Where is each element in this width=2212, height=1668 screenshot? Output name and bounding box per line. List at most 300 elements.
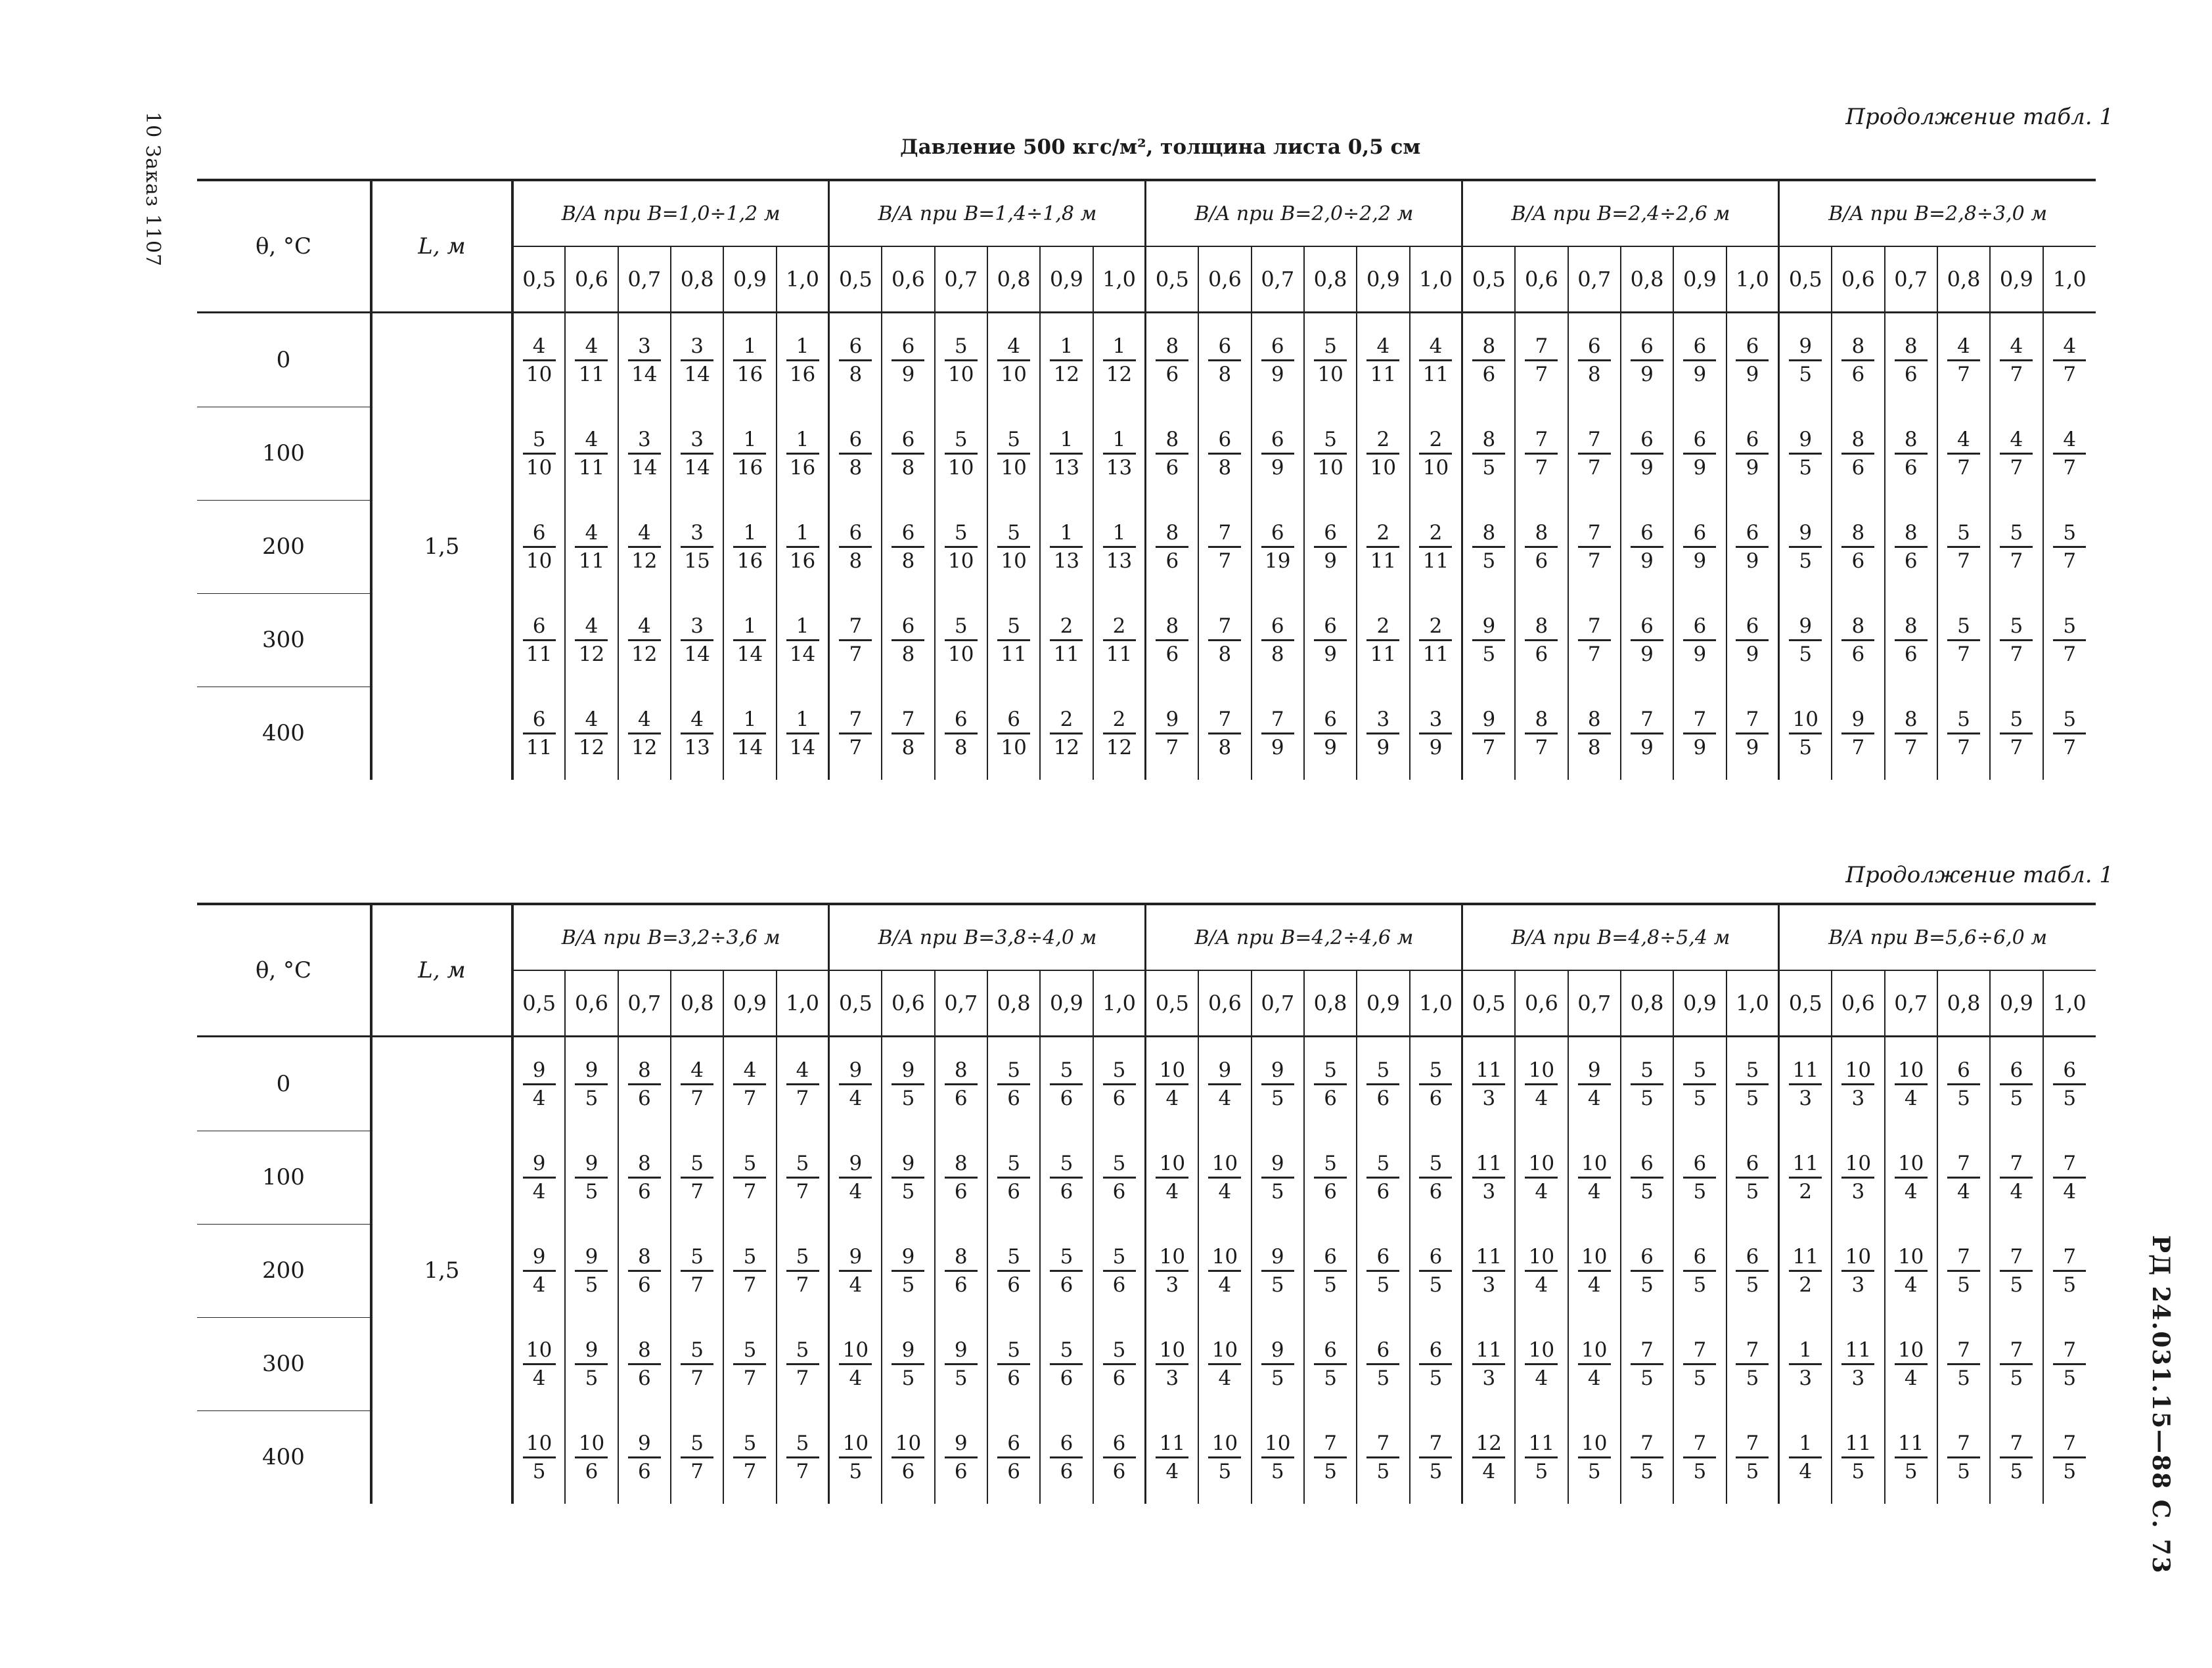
fraction-cell	[1779, 687, 1832, 780]
numerator: 10	[1897, 1058, 1924, 1082]
numerator: 6	[1693, 1151, 1707, 1175]
table-row	[197, 313, 2096, 407]
fraction-cell	[1357, 593, 1409, 687]
fraction	[1419, 521, 1452, 573]
denominator: 6	[1429, 1086, 1443, 1110]
fraction-bar	[575, 359, 608, 361]
denominator: 4	[1218, 1366, 1232, 1390]
fraction	[1208, 1058, 1241, 1110]
temperature-cell: 100	[197, 1131, 371, 1224]
fraction	[892, 521, 924, 573]
denominator: 3	[1482, 1179, 1496, 1204]
numerator: 5	[743, 1431, 757, 1455]
numerator: 9	[532, 1058, 546, 1082]
fraction-bar	[1578, 453, 1611, 455]
fraction	[1631, 1058, 1663, 1110]
fraction-bar	[1472, 1083, 1505, 1085]
fraction-bar	[1103, 639, 1136, 641]
fraction	[839, 1245, 872, 1297]
denominator: 9	[1640, 642, 1654, 666]
numerator: 10	[1211, 1431, 1238, 1455]
fraction	[1525, 334, 1558, 386]
fraction-bar	[1050, 1363, 1083, 1365]
denominator: 7	[2010, 735, 2023, 759]
fraction-bar	[839, 546, 872, 548]
fraction-cell	[1462, 687, 1515, 780]
fraction-bar	[1261, 546, 1294, 548]
fraction	[786, 1058, 819, 1110]
fraction-cell	[1779, 1037, 1832, 1131]
numerator: 5	[690, 1431, 704, 1455]
fraction	[2000, 1431, 2033, 1483]
numerator: 5	[1429, 1058, 1443, 1082]
group-header: B/A при B=2,4÷2,6 м	[1462, 180, 1779, 246]
fraction-bar	[2053, 453, 2086, 455]
fraction-bar	[1578, 546, 1611, 548]
numerator: 6	[1746, 520, 1759, 545]
numerator: 10	[526, 1431, 553, 1455]
fraction	[1578, 1058, 1611, 1110]
fraction-bar	[1050, 359, 1083, 361]
denominator: 7	[849, 642, 863, 666]
fraction-cell	[1727, 1317, 1779, 1410]
fraction-cell	[882, 593, 934, 687]
numerator: 8	[1535, 707, 1548, 731]
fraction-cell	[512, 1131, 565, 1224]
numerator: 6	[1640, 520, 1654, 545]
fraction-cell	[1885, 500, 1937, 593]
denominator: 4	[1587, 1273, 1601, 1297]
denominator: 4	[849, 1366, 863, 1390]
numerator: 5	[690, 1338, 704, 1362]
fraction-cell	[1832, 407, 1884, 500]
fraction	[1208, 428, 1241, 480]
denominator: 9	[1271, 455, 1284, 480]
fraction	[1789, 1245, 1822, 1297]
fraction-cell	[1093, 500, 1146, 593]
fraction-bar	[839, 1083, 872, 1085]
fraction-bar	[1419, 1083, 1452, 1085]
fraction	[839, 1431, 872, 1483]
fraction-bar	[786, 639, 819, 641]
fraction-cell	[777, 593, 829, 687]
fraction	[1050, 334, 1083, 386]
fraction-bar	[575, 1456, 608, 1458]
fraction-bar	[945, 1270, 978, 1272]
numerator: 8	[954, 1151, 968, 1175]
denominator: 10	[526, 455, 553, 480]
numerator: 7	[901, 707, 915, 731]
fraction-bar	[1841, 453, 1874, 455]
denominator: 5	[1640, 1179, 1654, 1204]
fraction-bar	[681, 453, 713, 455]
fraction	[1841, 708, 1874, 759]
fraction-cell	[1779, 1131, 1832, 1224]
numerator: 4	[585, 334, 598, 358]
fraction	[575, 1058, 608, 1110]
denominator: 3	[1482, 1273, 1496, 1297]
fraction-bar	[1841, 546, 1874, 548]
fraction-cell	[1885, 593, 1937, 687]
fraction	[945, 428, 978, 480]
fraction-cell	[1198, 687, 1251, 780]
denominator: 7	[1218, 549, 1232, 573]
numerator: 9	[1799, 334, 1813, 358]
denominator: 9	[1640, 735, 1654, 759]
fraction-cell	[671, 1224, 723, 1317]
fraction	[1050, 614, 1083, 666]
denominator: 7	[690, 1086, 704, 1110]
fraction-cell	[1093, 407, 1146, 500]
fraction	[786, 614, 819, 666]
denominator: 8	[1587, 735, 1601, 759]
fraction	[1895, 1058, 1928, 1110]
fraction-bar	[1895, 546, 1928, 548]
fraction	[1841, 521, 1874, 573]
fraction-bar	[1525, 639, 1558, 641]
fraction-cell	[1146, 1410, 1198, 1504]
fraction-cell	[1146, 687, 1198, 780]
fraction	[523, 1338, 556, 1390]
fraction-bar	[2053, 1456, 2086, 1458]
fraction	[1050, 1338, 1083, 1390]
numerator: 3	[690, 520, 704, 545]
denominator: 4	[1165, 1459, 1179, 1483]
fraction	[1366, 1152, 1399, 1204]
denominator: 11	[526, 642, 553, 666]
fraction	[628, 1058, 661, 1110]
fraction-cell	[987, 1131, 1040, 1224]
fraction-bar	[2053, 733, 2086, 734]
numerator: 10	[1792, 707, 1818, 731]
numerator: 1	[796, 520, 809, 545]
fraction-cell	[1357, 313, 1409, 407]
fraction-bar	[1472, 453, 1505, 455]
numerator: 2	[1429, 614, 1443, 638]
denominator: 4	[1218, 1273, 1232, 1297]
ratio-header: 1,0	[2043, 970, 2096, 1037]
continuation-label-2: Продолжение табл. 1	[1845, 862, 2113, 888]
fraction	[1578, 1152, 1611, 1204]
fraction	[1419, 1058, 1452, 1110]
fraction	[1947, 1431, 1980, 1483]
fraction	[628, 1431, 661, 1483]
denominator: 5	[1799, 642, 1813, 666]
fraction-cell	[882, 1037, 934, 1131]
denominator: 6	[1851, 362, 1865, 386]
fraction-cell	[882, 1317, 934, 1410]
fraction-cell	[1885, 1317, 1937, 1410]
fraction-cell	[1621, 407, 1673, 500]
fraction-cell	[1885, 1224, 1937, 1317]
fraction-cell	[618, 500, 671, 593]
numerator: 5	[1007, 520, 1020, 545]
denominator: 4	[1535, 1086, 1548, 1110]
fraction-cell	[1727, 407, 1779, 500]
numerator: 6	[901, 427, 915, 451]
fraction-bar	[839, 1456, 872, 1458]
fraction	[1156, 614, 1188, 666]
fraction	[1895, 334, 1928, 386]
denominator: 8	[901, 455, 915, 480]
denominator: 7	[849, 735, 863, 759]
fraction	[1841, 334, 1874, 386]
fraction	[1208, 1152, 1241, 1204]
ratio-header: 0,8	[1937, 246, 1990, 313]
fraction-bar	[1156, 546, 1188, 548]
fraction	[892, 334, 924, 386]
fraction-bar	[1895, 1177, 1928, 1179]
numerator: 8	[1165, 614, 1179, 638]
denominator: 5	[2010, 1086, 2023, 1110]
numerator: 5	[1324, 1151, 1337, 1175]
fraction-cell	[2043, 593, 2096, 687]
denominator: 3	[1851, 1273, 1865, 1297]
numerator: 10	[1159, 1151, 1186, 1175]
denominator: 5	[2063, 1086, 2077, 1110]
fraction	[1156, 1338, 1188, 1390]
denominator: 5	[1271, 1366, 1284, 1390]
fraction-cell	[1093, 593, 1146, 687]
denominator: 7	[2063, 455, 2077, 480]
numerator: 1	[743, 427, 757, 451]
numerator: 6	[1324, 614, 1337, 638]
denominator: 6	[1060, 1086, 1073, 1110]
fraction-cell	[1515, 687, 1568, 780]
fraction-bar	[1156, 639, 1188, 641]
denominator: 11	[1370, 549, 1397, 573]
denominator: 12	[1106, 362, 1133, 386]
fraction-cell	[565, 1317, 618, 1410]
numerator: 9	[1218, 1058, 1232, 1082]
denominator: 5	[1324, 1459, 1337, 1483]
fraction-bar	[2000, 1270, 2033, 1272]
fraction-bar	[1261, 1456, 1294, 1458]
fraction	[575, 1431, 608, 1483]
fraction	[733, 1152, 766, 1204]
fraction-cell	[1357, 500, 1409, 593]
fraction-bar	[1261, 1270, 1294, 1272]
numerator: 5	[954, 520, 968, 545]
fraction	[575, 614, 608, 666]
denominator: 4	[532, 1366, 546, 1390]
denominator: 13	[1106, 455, 1133, 480]
denominator: 5	[1429, 1459, 1443, 1483]
fraction	[1103, 334, 1136, 386]
denominator: 4	[1587, 1366, 1601, 1390]
fraction-cell	[777, 500, 829, 593]
fraction	[681, 1058, 713, 1110]
fraction	[2053, 1338, 2086, 1390]
fraction	[1472, 428, 1505, 480]
fraction	[523, 1058, 556, 1110]
fraction-bar	[1208, 1456, 1241, 1458]
denominator: 6	[954, 1459, 968, 1483]
fraction	[1947, 614, 1980, 666]
denominator: 9	[1693, 549, 1707, 573]
fraction-cell	[1515, 1317, 1568, 1410]
fraction-bar	[1050, 1177, 1083, 1179]
denominator: 5	[2010, 1366, 2023, 1390]
fraction-bar	[1208, 1363, 1241, 1365]
fraction-bar	[1050, 1456, 1083, 1458]
fraction-cell	[1357, 1037, 1409, 1131]
fraction-bar	[1314, 1270, 1347, 1272]
fraction-bar	[1472, 1177, 1505, 1179]
fraction-cell	[829, 1224, 882, 1317]
fraction-bar	[2000, 1363, 2033, 1365]
numerator: 5	[1007, 1338, 1020, 1362]
fraction	[628, 1152, 661, 1204]
fraction-cell	[1937, 687, 1990, 780]
fraction-cell	[1673, 687, 1726, 780]
fraction-cell	[1832, 500, 1884, 593]
fraction-bar	[733, 1083, 766, 1085]
fraction-bar	[1314, 453, 1347, 455]
denominator: 7	[2010, 362, 2023, 386]
fraction	[1208, 614, 1241, 666]
fraction-cell	[1990, 1131, 2043, 1224]
ratio-header: 0,6	[565, 246, 618, 313]
fraction-cell	[1198, 593, 1251, 687]
fraction-cell	[1252, 1037, 1304, 1131]
denominator: 6	[1165, 362, 1179, 386]
fraction	[945, 521, 978, 573]
fraction-cell	[723, 1317, 776, 1410]
fraction-bar	[1683, 546, 1716, 548]
denominator: 4	[2010, 1179, 2023, 1204]
fraction-cell	[987, 1410, 1040, 1504]
denominator: 16	[736, 549, 763, 573]
fraction-bar	[1314, 639, 1347, 641]
denominator: 5	[901, 1086, 915, 1110]
denominator: 4	[1957, 1179, 1970, 1204]
fraction-cell	[1410, 407, 1462, 500]
fraction-bar	[1050, 1270, 1083, 1272]
denominator: 4	[1799, 1459, 1813, 1483]
fraction-bar	[1895, 453, 1928, 455]
fraction-bar	[628, 639, 661, 641]
fraction	[1895, 1338, 1928, 1390]
fraction	[1261, 1058, 1294, 1110]
denominator: 3	[1799, 1086, 1813, 1110]
fraction-cell	[1304, 687, 1357, 780]
denominator: 3	[1482, 1366, 1496, 1390]
fraction	[523, 1152, 556, 1204]
fraction-cell	[1146, 1317, 1198, 1410]
fraction-bar	[628, 546, 661, 548]
numerator: 9	[954, 1431, 968, 1455]
fraction-bar	[1314, 1083, 1347, 1085]
numerator: 5	[796, 1431, 809, 1455]
ratio-header: 0,7	[935, 246, 987, 313]
numerator: 5	[1060, 1244, 1073, 1269]
fraction	[997, 1431, 1030, 1483]
fraction-cell	[1146, 1131, 1198, 1224]
numerator: 4	[1429, 334, 1443, 358]
numerator: 11	[1476, 1058, 1502, 1082]
fraction	[1895, 521, 1928, 573]
fraction-bar	[892, 1456, 924, 1458]
denominator: 4	[1218, 1086, 1232, 1110]
fraction	[2000, 614, 2033, 666]
fraction-cell	[1462, 1317, 1515, 1410]
numerator: 1	[1112, 334, 1126, 358]
numerator: 8	[1165, 520, 1179, 545]
fraction-bar	[681, 1270, 713, 1272]
fraction	[1895, 428, 1928, 480]
denominator: 5	[1957, 1366, 1970, 1390]
fraction-cell	[2043, 1410, 2096, 1504]
temperature-cell: 0	[197, 1037, 371, 1131]
fraction-bar	[1050, 639, 1083, 641]
fraction-cell	[512, 1410, 565, 1504]
numerator: 8	[1482, 427, 1496, 451]
numerator: 4	[1007, 334, 1020, 358]
fraction	[1789, 614, 1822, 666]
fraction-cell	[777, 1224, 829, 1317]
denominator: 6	[1904, 549, 1918, 573]
denominator: 14	[684, 455, 710, 480]
fraction-cell	[1252, 407, 1304, 500]
fraction-bar	[1419, 1177, 1452, 1179]
numerator: 8	[1482, 334, 1496, 358]
fraction-cell	[1093, 313, 1146, 407]
fraction-cell	[1357, 687, 1409, 780]
fraction	[839, 1058, 872, 1110]
denominator: 3	[1482, 1086, 1496, 1110]
fraction	[1841, 1431, 1874, 1483]
denominator: 8	[1218, 362, 1232, 386]
denominator: 5	[1693, 1179, 1707, 1204]
fraction	[1314, 1245, 1347, 1297]
numerator: 3	[690, 334, 704, 358]
fraction-bar	[1261, 359, 1294, 361]
fraction-cell	[987, 313, 1040, 407]
denominator: 11	[526, 735, 553, 759]
denominator: 5	[1376, 1459, 1390, 1483]
fraction	[1631, 1245, 1663, 1297]
fraction-bar	[523, 453, 556, 455]
denominator: 5	[1429, 1273, 1443, 1297]
ratio-header: 0,9	[1673, 246, 1726, 313]
temperature-cell: 400	[262, 1444, 305, 1471]
fraction	[1895, 708, 1928, 759]
ratio-header: 0,9	[1357, 970, 1409, 1037]
fraction	[1683, 1058, 1716, 1110]
fraction	[628, 1338, 661, 1390]
fraction	[1314, 1058, 1347, 1110]
fraction-cell	[1515, 593, 1568, 687]
fraction	[1683, 1338, 1716, 1390]
numerator: 10	[1581, 1338, 1608, 1362]
theta-header: θ, °C	[197, 904, 371, 1037]
ratio-header: 1,0	[1093, 970, 1146, 1037]
fraction-cell	[512, 407, 565, 500]
denominator: 7	[1482, 735, 1496, 759]
numerator: 1	[1799, 1431, 1813, 1455]
fraction	[1789, 428, 1822, 480]
denominator: 7	[1587, 455, 1601, 480]
fraction-bar	[1419, 639, 1452, 641]
numerator: 7	[1746, 1431, 1759, 1455]
fraction-cell	[671, 593, 723, 687]
fraction	[1683, 1431, 1716, 1483]
fraction	[786, 1152, 819, 1204]
numerator: 6	[901, 334, 915, 358]
denominator: 10	[1370, 455, 1397, 480]
fraction	[1578, 334, 1611, 386]
